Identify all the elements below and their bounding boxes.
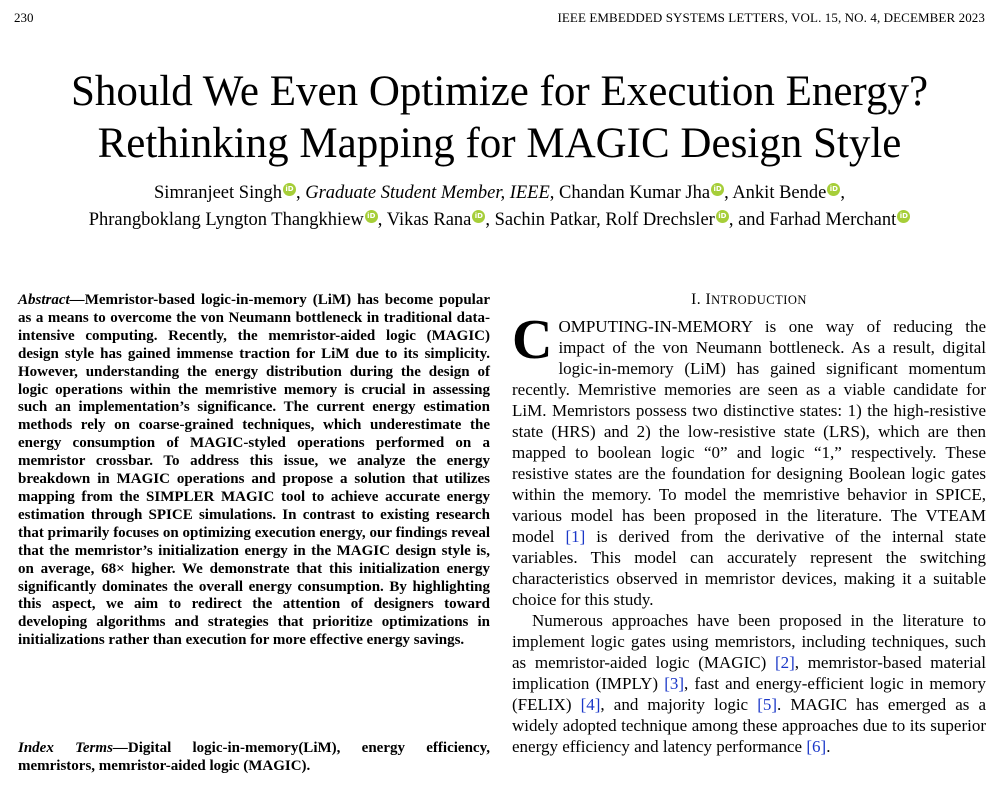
section-title-initial: I [705, 291, 712, 308]
paragraph-text: . MAGIC has emerged as a widely adopted technique among these approaches due to its superior energy efficiency and latency performance [512, 695, 987, 756]
paper-title [0, 66, 999, 170]
paragraph-text: , fast and energy-efficient logic in memory (FELIX) [512, 674, 986, 714]
abstract [18, 292, 490, 650]
orcid-icon[interactable]: iD [711, 183, 724, 196]
author-line-2: Phrangboklang Lyngton Thangkhiew iD , Vikas Rana iD , Sachin Patkar, Rolf Drechsler iD , and Farhad Merchant iD [0, 207, 999, 234]
author-conjunction: and [738, 210, 765, 230]
author-name: Phrangboklang Lyngton Thangkhiew [88, 210, 364, 230]
section-title-rest: NTRODUCTION [711, 293, 807, 307]
orcid-icon[interactable]: iD [365, 210, 378, 223]
abstract-label: Abstract— [18, 292, 85, 308]
drop-cap: C [512, 309, 553, 371]
paragraph [512, 610, 986, 757]
section-numeral: I. [691, 291, 702, 308]
paragraph-text: is one way of reducing the impact of the von Neumann bottleneck. As a result, digital logic-in-memory (LiM) has gained significant momentum recently. Memristive memories are seen as a viable candidate for LiM. Memristors possess two distinctive states: 1) the high-resistive state (HRS) and 2) the low-resistive state (LRS), which are then mapped to boolean logic “0” and logic “1,” respectively. These resistive states are the foundation for designing Boolean logic gates within the memory. To model the memristive behavior in SPICE, various model has been proposed in the literature. The VTEAM model [512, 317, 986, 546]
paragraph-text: is derived from the derivative of the internal state variables. This model can accurately represent the switching characteristics observed in memristor devices, making it a suitable choice for this study. [512, 527, 986, 609]
index-terms-label: Index Terms— [18, 740, 128, 756]
author-name: Farhad Merchant [769, 210, 897, 230]
paragraph-text: , memristor-based material implication (IMPLY) [512, 653, 986, 693]
citation-link[interactable]: [4] [580, 695, 601, 714]
citation-link[interactable]: [1] [565, 527, 586, 546]
author-name: Ankit Bende [732, 183, 827, 203]
index-terms [18, 739, 490, 775]
orcid-icon[interactable]: iD [716, 210, 729, 223]
author-membership: Graduate Student Member, IEEE [305, 183, 550, 203]
title-line-1: Should We Even Optimize for Execution Energy? [70, 68, 929, 115]
author-name: Chandan Kumar Jha [559, 183, 711, 203]
orcid-icon[interactable]: iD [897, 210, 910, 223]
paragraph-text: , and majority logic [600, 695, 758, 714]
paragraph-text: . [826, 737, 831, 756]
citation-link[interactable]: [6] [806, 737, 827, 756]
journal-running-head: IEEE EMBEDDED SYSTEMS LETTERS, VOL. 15, NO. 4, DECEMBER 2023 [557, 10, 985, 25]
citation-link[interactable]: [3] [664, 674, 685, 693]
orcid-icon[interactable]: iD [827, 183, 840, 196]
citation-link[interactable]: [5] [757, 695, 778, 714]
author-list [0, 180, 999, 234]
author-name: Rolf Drechsler [605, 210, 715, 230]
author-name: Vikas Rana [386, 210, 472, 230]
index-terms-text: Digital logic-in-memory(LiM), energy efficiency, memristors, memristor-aided logic (MAGIC). [18, 740, 490, 774]
paragraph [512, 309, 986, 610]
title-line-2: Rethinking Mapping for MAGIC Design Style [97, 120, 902, 167]
paragraph-text: Numerous approaches have been proposed in the literature to implement logic gates using memristors, including techniques, such as memristor-aided logic (MAGIC) [512, 611, 986, 672]
author-name: Simranjeet Singh [154, 183, 282, 203]
page-number: 230 [14, 10, 34, 25]
orcid-icon[interactable]: iD [283, 183, 296, 196]
introduction-body [512, 309, 987, 757]
author-line-1: Simranjeet Singh iD , Graduate Student Member, IEEE, Chandan Kumar Jha iD , Ankit Bende iD , [154, 183, 845, 203]
paragraph-lead-text: OMPUTING-IN-MEMORY [558, 317, 753, 336]
page-header [14, 10, 985, 28]
author-name: Sachin Patkar [494, 210, 597, 230]
abstract-text: Memristor-based logic-in-memory (LiM) has become popular as a means to overcome the von Neumann bottleneck in traditional data-intensive computing. Recently, the memristor-aided logic (MAGIC) design style has gained immense traction for LiM due to its simplicity. However, understanding the energy distribution during the design of logic operations within the memristive memory is crucial in assessing such an implementation’s significance. The current energy estimation methods rely on coarse-grained techniques, which underestimate the energy consumption of MAGIC-styled operations performed on a memristor crossbar. To address this issue, we analyze the energy breakdown in MAGIC operations and propose a solution that utilizes mapping from the SIMPLER MAGIC tool to achieve accurate energy estimation through SPICE simulations. In contrast to existing research that primarily focuses on optimizing execution energy, our findings reveal that the memristor’s initialization energy in the MAGIC design style is, on average, 68× higher. We demonstrate that this initialization energy significantly dominates the overall energy consumption. By highlighting this aspect, we aim to redirect the attention of designers toward developing algorithms and strategies that prioritize optimizations in initializations rather than execution for more effective energy savings. [18, 292, 490, 649]
orcid-icon[interactable]: iD [472, 210, 485, 223]
section-heading [512, 291, 986, 309]
citation-link[interactable]: [2] [774, 653, 795, 672]
